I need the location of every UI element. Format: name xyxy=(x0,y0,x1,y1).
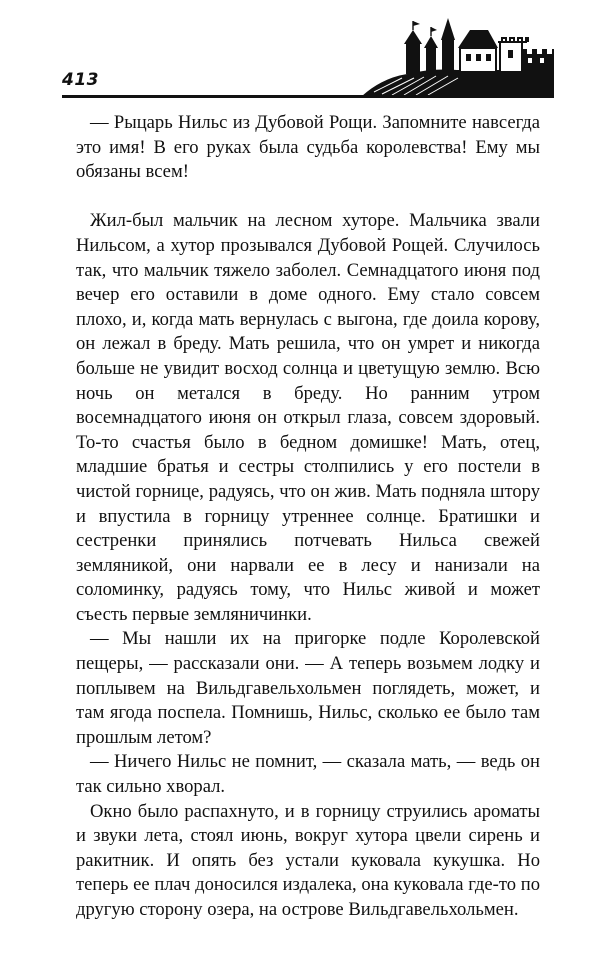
paragraph: — Рыцарь Нильс из Дубовой Рощи. Запомните навсегда это имя! В его руках была судьба королевства! Ему мы обязаны всем! xyxy=(76,112,540,183)
paragraph: Окно было распахнуто, и в горницу струились ароматы и звуки лета, стоял июнь, вокруг хутора цвели сирень и ракитник. И опять без устали куковала кукушка. Но теперь ее плач доносился издалека, она куковала где-то по другую сторону озера, на острове Вильдгавельхольмен. xyxy=(76,800,540,920)
paragraph: Жил-был мальчик на лесном хуторе. Мальчика звали Нильсом, а хутор прозывался Дубовой Рощей. Случилось так, что мальчик тяжело заболел. Семнадцатого июня под вечер его оставили в доме одного. Ему стало совсем плохо, и, когда мать вернулась с выгона, где доила корову, он лежал в бреду. Мать решила, что он умрет и никогда больше не увидит восход солнца и цветущую землю. Всю ночь он метался в бреду. Но ранним утром восемнадцатого июня он открыл глаза, совсем здоровый. То-то счастья было в бедном домишке! Мать, отец, младшие братья и сестры столпились у его постели в чистой горнице, радуясь, что он жив. Мать подняла штору и впустила в горницу утреннее солнце. Братишки и сестренки принялись потчевать Нильса свежей земляникой, они нарвали ее в лесу и нанизали на соломинку, радуясь тому, что Нильс живой и может съесть первые земляничинки. xyxy=(76,210,540,625)
header-rule xyxy=(62,95,554,98)
page-number: 413 xyxy=(62,70,99,90)
castle-illustration xyxy=(362,18,554,98)
page-text xyxy=(76,111,540,923)
paragraph: — Ничего Нильс не помнит, — сказала мать, — ведь он так сильно хворал. xyxy=(76,751,540,798)
paragraph: — Мы нашли их на пригорке подле Королевской пещеры, — рассказали они. — А теперь возьмем лодку и поплывем на Вильдгавельхольмен поглядеть, может, и там ягода поспела. Помнишь, Нильс, сколько ее было там прошлым летом? xyxy=(76,628,540,748)
page-header xyxy=(62,18,554,98)
